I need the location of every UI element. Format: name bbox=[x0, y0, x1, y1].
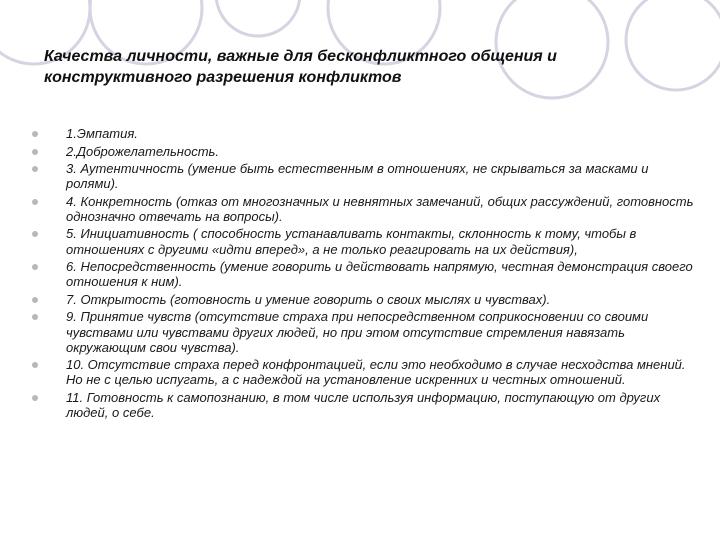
bullet-icon bbox=[32, 264, 38, 270]
list-item-text: 11. Готовность к самопознанию, в том числе используя информацию, поступающую от других людей, о себе. bbox=[66, 389, 661, 421]
list-item-text: 7. Открытость (готовность и умение говорить о своих мыслях и чувствах). bbox=[66, 291, 551, 307]
slide-title: Качества личности, важные для бесконфликтного общения и конструктивного разрешения конфликтов bbox=[44, 48, 557, 86]
list-item-text: 2.Доброжелательность. bbox=[66, 143, 219, 159]
bullet-icon bbox=[32, 149, 38, 155]
decor-circle-3 bbox=[216, 0, 300, 36]
list-item-text: 4. Конкретность (отказ от многозначных и невнятных замечаний, общих рассуждений, готовность однозначно отвечать на вопросы). bbox=[66, 193, 694, 224]
bullet-icon bbox=[32, 231, 38, 237]
list-item bbox=[28, 390, 698, 420]
list-item-text: 9. Принятие чувств (отсутствие страха при непосредственном соприкосновении со своими чувствами или чувствами других людей, но при этом отсутствие стремления навязать окружающим свои чувства). bbox=[66, 309, 649, 355]
list-item bbox=[28, 357, 698, 387]
list-item-text: 10. Отсутствие страха перед конфронтацией, если это необходимо в случае несходства мнений. Но не с целью испугать, а с надеждой на установление искренних и честных отношений. bbox=[66, 357, 686, 388]
list-item-text: 3. Аутентичность (умение быть естественным в отношениях, не скрываться за масками и ролями). bbox=[66, 161, 649, 192]
list-item bbox=[28, 126, 698, 141]
list-item bbox=[28, 226, 698, 256]
bullet-icon bbox=[32, 131, 38, 137]
list-item bbox=[28, 194, 698, 224]
bullet-icon bbox=[32, 297, 38, 303]
list-item-text: 5. Инициативность ( способность устанавливать контакты, склонность к тому, чтобы в отношениях с другими «идти вперед», а не только реагировать на их действия), bbox=[66, 226, 637, 257]
list-item-text: 1.Эмпатия. bbox=[66, 126, 138, 141]
bullet-icon bbox=[32, 199, 38, 205]
list-item bbox=[28, 259, 698, 289]
bullet-icon bbox=[32, 395, 38, 401]
bullet-list bbox=[28, 126, 698, 423]
list-item bbox=[28, 292, 698, 307]
list-item bbox=[28, 309, 698, 355]
list-item bbox=[28, 161, 698, 191]
bullet-icon bbox=[32, 362, 38, 368]
list-item-text: 6. Непосредственность (умение говорить и действовать напрямую, честная демонстрация своего отношения к ним). bbox=[66, 259, 693, 290]
list-item bbox=[28, 144, 698, 159]
bullet-icon bbox=[32, 166, 38, 172]
bullet-icon bbox=[32, 314, 38, 320]
